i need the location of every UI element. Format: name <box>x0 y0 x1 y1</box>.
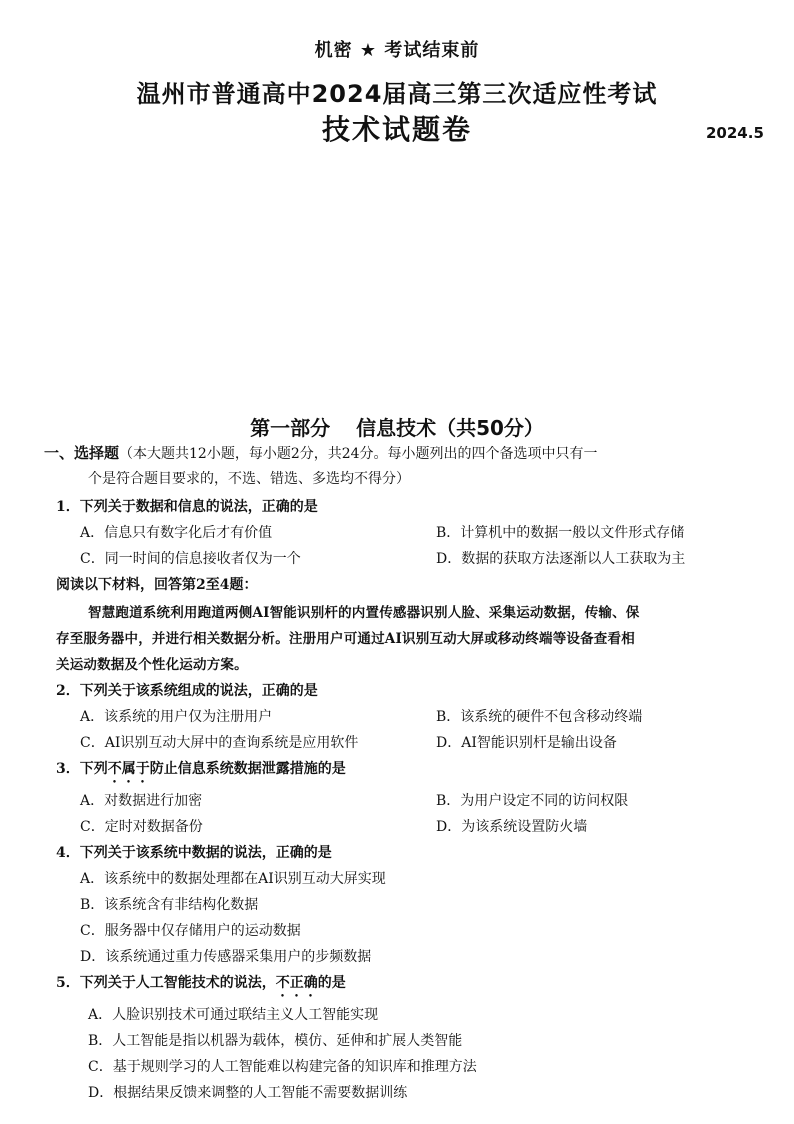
question-4-option-b: B．该系统含有非结构化数据 <box>80 897 259 913</box>
section-one-line1 <box>44 443 598 464</box>
question-5-option-a: A．人脸识别技术可通过联结主义人工智能实现 <box>88 1007 379 1023</box>
part-one-label: 第一部分 <box>250 416 331 440</box>
question-3-stem-pre: 3．下列 <box>56 761 108 777</box>
exam-title: 温州市普通高中2024届高三第三次适应性考试 <box>136 80 658 108</box>
section-one-heading: 一、选择题 <box>44 444 120 462</box>
question-4-stem: 4．下列关于该系统中数据的说法，正确的是 <box>56 845 332 861</box>
question-5-option-d: D．根据结果反馈来调整的人工智能不需要数据训练 <box>88 1085 408 1101</box>
question-5-stem-emphasis: 不正确 <box>275 975 318 991</box>
question-3-option-a: A．对数据进行加密 <box>80 793 203 809</box>
exam-subtitle: 技术试题卷 <box>321 113 472 146</box>
material-line-2: 存至服务器中，并进行相关数据分析。注册用户可通过AI识别互动大屏或移动终端等设备查看相 <box>56 631 635 647</box>
part-one-heading <box>0 412 794 441</box>
question-3-option-b: B．为用户设定不同的访问权限 <box>436 793 629 809</box>
exam-date: 2024.5 <box>706 124 764 142</box>
question-5-option-b: B．人工智能是指以机器为载体，模仿、延伸和扩展人类智能 <box>88 1033 463 1049</box>
material-line-3: 关运动数据及个性化运动方案。 <box>56 657 248 673</box>
question-3-stem <box>56 759 346 786</box>
question-1-option-a: A．信息只有数字化后才有价值 <box>80 525 273 541</box>
part-one-name: 信息技术（共50分） <box>356 416 544 440</box>
question-5-stem <box>56 973 346 1000</box>
section-one-note: （本大题共12小题，每小题2分，共24分。每小题列出的四个备选项中只有一 <box>119 446 598 462</box>
question-2-option-c: C．AI识别互动大屏中的查询系统是应用软件 <box>80 735 359 751</box>
question-5-option-c: C．基于规则学习的人工智能难以构建完备的知识库和推理方法 <box>88 1059 477 1075</box>
question-2-stem: 2．下列关于该系统组成的说法，正确的是 <box>56 683 318 699</box>
question-1-option-b: B．计算机中的数据一般以文件形式存储 <box>436 525 685 541</box>
material-intro: 阅读以下材料，回答第2至4题： <box>56 577 258 593</box>
question-5-stem-post: 的是 <box>317 975 346 991</box>
question-2-option-a: A．该系统的用户仅为注册用户 <box>80 709 273 725</box>
question-4-option-c: C．服务器中仅存储用户的运动数据 <box>80 923 301 939</box>
question-2-option-b: B．该系统的硬件不包含移动终端 <box>436 709 643 725</box>
question-3-option-d: D．为该系统设置防火墙 <box>436 819 588 835</box>
question-5-stem-pre: 5．下列关于人工智能技术的说法， <box>56 975 276 991</box>
section-one-note-line2: 个是符合题目要求的，不选、错选、多选均不得分） <box>88 471 410 487</box>
question-4-option-a: A．该系统中的数据处理都在AI识别互动大屏实现 <box>80 871 386 887</box>
material-line-1: 智慧跑道系统利用跑道两侧AI智能识别杆的内置传感器识别人脸、采集运动数据，传输、保 <box>88 605 640 621</box>
question-1-option-d: D．数据的获取方法逐渐以人工获取为主 <box>436 551 686 567</box>
question-3-stem-post: 防止信息系统数据泄露措施的是 <box>149 761 346 777</box>
question-1-stem: 1．下列关于数据和信息的说法，正确的是 <box>56 499 318 515</box>
question-1-option-c: C．同一时间的信息接收者仅为一个 <box>80 551 301 567</box>
question-2-option-d: D．AI智能识别杆是输出设备 <box>436 735 617 751</box>
question-4-option-d: D．该系统通过重力传感器采集用户的步频数据 <box>80 949 372 965</box>
question-3-option-c: C．定时对数据备份 <box>80 819 203 835</box>
question-3-stem-emphasis: 不属于 <box>107 761 150 777</box>
confidential-label: 机密 ★ 考试结束前 <box>314 40 480 61</box>
